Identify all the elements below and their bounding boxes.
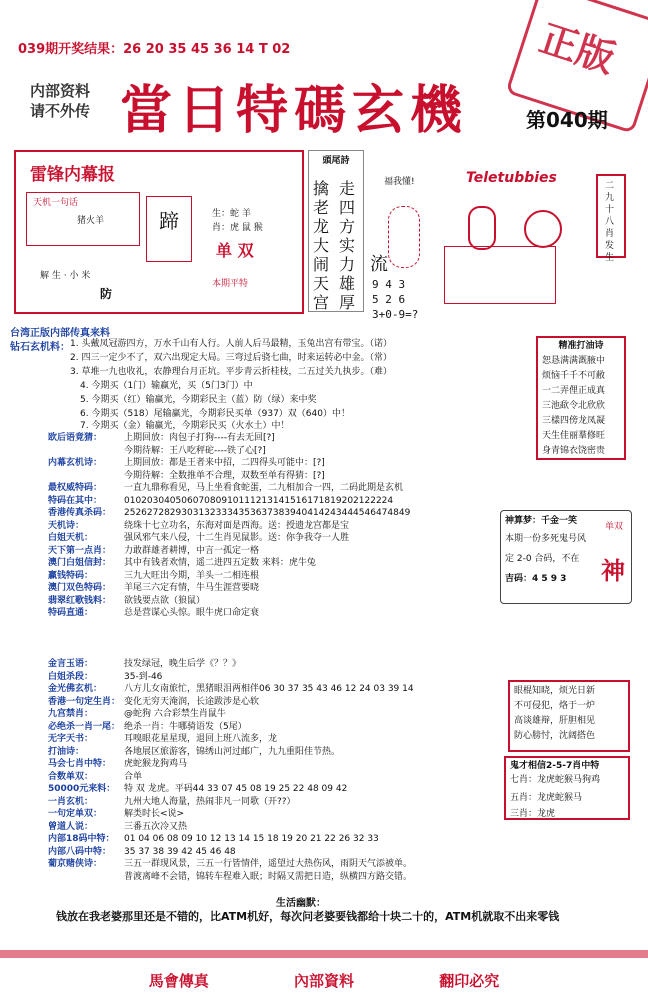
row-label: 香港一句定生肖：: [48, 696, 121, 707]
ghost-line-3: 三肖：龙虎: [510, 809, 556, 819]
labeled-row: [48, 733, 277, 745]
numbered-item: 7. 今期买（金）输赢光，今期彩民买（火水土）中！: [80, 421, 290, 431]
labeled-row: [48, 721, 247, 733]
draw-result: 039期开奖结果：26 20 35 45 36 14 T 02: [18, 42, 291, 57]
labeled-row: [48, 658, 241, 670]
row-text: 今期待解：王八吃秤砣----铁了心[?]: [124, 445, 266, 456]
numbered-item: 4. 今期买（1门）输赢光，买（5门3门）中: [80, 381, 253, 391]
poem-number-3: 3+0-9=?: [372, 308, 419, 321]
row-text: 羊尾三六定有情，牛马生涯营要晓: [124, 583, 260, 593]
god-char: 神: [601, 557, 625, 585]
row-text: 25262728293031323334353637383940414243444546474849: [124, 508, 411, 518]
labeled-row: [48, 833, 379, 845]
labeled-row: [48, 582, 259, 594]
labeled-row: [48, 607, 259, 619]
row-label: 最权威特码：: [48, 483, 103, 493]
ghost-line-1: 七肖：龙虎蛇猴马狗鸡: [510, 775, 601, 785]
odd-even-box: 单 双: [216, 241, 254, 260]
row-text: @蛇狗 六合彩禁生肖鼠牛: [124, 709, 226, 719]
oil-poem-lines: [538, 355, 624, 457]
teletubbies-logo: Teletubbies: [466, 170, 557, 186]
row-label: 特码在其中：: [48, 495, 103, 506]
row-text: 01 04 06 08 09 10 12 13 14 15 18 19 20 21 22 26 32 33: [124, 834, 379, 844]
labeled-row: [48, 520, 349, 532]
oil-poem-line: 恕恳满满溉腋中: [542, 356, 606, 366]
wisdom-box: [508, 680, 630, 752]
ghost-box: [504, 756, 630, 820]
leifeng-title: 雷锋内幕报: [30, 165, 115, 185]
numbered-item: 1. 头戴凤冠游四方，万水千山有人行。人前人后马最精，玉兔出宫有带宝。（诺）: [70, 339, 392, 349]
oil-poem-line: 身青锦衣饶密贵: [542, 446, 606, 456]
row-label: 50000元来料：: [48, 784, 116, 794]
row-label: 一句定单双：: [48, 809, 103, 819]
labeled-row: [48, 696, 259, 708]
saying-value: 猪火羊: [77, 216, 105, 226]
row-text: 各地展区旅游客，锦绣山河过邮广，九九重阳佳节热。: [124, 746, 341, 757]
issue-number: 第040期: [526, 108, 608, 132]
row-label: 澳门白姐信封：: [48, 558, 112, 568]
wisdom-line: 防心膀忖，沈阔搭色: [514, 731, 596, 741]
wisdom-line: 不可侵犯，烙于一炉: [514, 701, 596, 711]
numbered-item: 5. 今期买（红）输赢光，今期彩民主（蓝）防（绿）来中奖: [80, 395, 317, 405]
row-text: 普渡离峰不会错，锦转车程难入眠；时隔又需把日造，纵横四方路交错。: [124, 871, 413, 882]
side-note-1: 内部资料: [30, 82, 91, 100]
wisdom-line: 眼棍知晓，烦光日新: [514, 686, 596, 696]
row-text: 八方儿女南旅忙，黑猪眼泪两相伴06 30 37 35 43 46 12 24 03 39 14: [124, 684, 414, 694]
row-text: 解类时长<说>: [124, 809, 185, 819]
wisdom-line: 高谈雄辩，肝胆相见: [514, 716, 596, 726]
wisdom-lines: [510, 685, 628, 742]
row-label: 一肖玄机：: [48, 796, 94, 807]
bottom-guard: 防: [100, 287, 113, 301]
poem-title: 頭尾詩: [322, 156, 350, 166]
row-text: 合单: [124, 771, 143, 782]
row-text: 九州大地人海量，热闹非凡一同歌（开??）: [124, 796, 296, 807]
god-side: 单双: [604, 522, 623, 532]
oil-poem-line: 烦恼千千不可敝: [542, 371, 606, 381]
labeled-row: [48, 771, 142, 783]
row-label: 必绝杀一肖一尾：: [48, 721, 121, 732]
labeled-row: [48, 557, 316, 569]
row-label: 白姐杀段：: [48, 671, 94, 682]
flow-char: 流: [370, 254, 388, 275]
row-label: 无字天书：: [48, 734, 94, 744]
row-label: 内幕玄机诗：: [48, 458, 103, 468]
char-box: [146, 196, 192, 262]
labeled-row: [48, 808, 184, 820]
saying-label: 天机一句话: [33, 198, 79, 208]
labeled-row: [48, 871, 412, 883]
labeled-row: [48, 507, 410, 519]
row-text: 35-到-46: [124, 671, 163, 682]
page-title: 當日特碼玄機: [120, 80, 469, 141]
row-text: 三五一群现风景，三五一行皆情伴，遥望过大热伤风，雨阴天气添被单。: [124, 859, 413, 869]
poem-col-1: 擒老龙大闹天宫: [313, 179, 330, 312]
zodiac-line-2: 肖：虎 鼠 猴: [212, 223, 263, 233]
row-label: 赢钱特码：: [48, 570, 94, 581]
center-char: 蹄: [159, 209, 179, 233]
row-text: 三番五次冷又热: [124, 821, 188, 832]
labeled-row: [48, 846, 236, 858]
oil-poem-line: 一二弄俚正成真: [542, 386, 606, 396]
row-text: 35 37 38 39 42 45 46 48: [124, 846, 236, 857]
row-label: 天下第一点肖：: [48, 545, 112, 556]
footer-item: 馬會傳真: [148, 972, 209, 990]
row-text: 今期待解：全数推单不合理，双数至单有得猜：[?]: [124, 470, 325, 481]
saying-box: [26, 192, 140, 246]
row-text: 绕珠十七立功名，东海对面是西海。送：授遗龙宫都是宝: [124, 520, 350, 531]
teletubbies-panel: [364, 150, 588, 310]
labeled-row: [48, 746, 340, 758]
house-frame: [444, 246, 556, 304]
row-label: 内部八码中特：: [48, 846, 112, 857]
row-text: 虎蛇猴龙狗鸡马: [124, 759, 188, 769]
labeled-row: [48, 532, 349, 544]
poem-col-2: 走四方实力雄厚: [339, 179, 356, 312]
god-line-2: 本期一份多死鬼号风: [505, 534, 587, 544]
row-label: 欧后语竟猜：: [48, 433, 103, 443]
ghost-title: 鬼才相信2-5-7肖中特: [510, 761, 600, 771]
footer-divider: [0, 950, 648, 958]
bottom-right-text: 本期平特: [212, 279, 249, 289]
row-label: 葡京赌侠诗：: [48, 859, 103, 869]
row-label: 香港传真杀码：: [48, 508, 112, 518]
labeled-row: [48, 545, 259, 557]
section-head-2: 钻石玄机料：: [10, 342, 70, 353]
teletubby-figure: [468, 206, 496, 250]
footer-item: 翻印必究: [439, 972, 500, 990]
labeled-row: [48, 432, 275, 444]
labeled-row: [48, 858, 412, 870]
oil-poem-line: 三樣四傍龙凤凝: [542, 416, 606, 426]
row-label: 金言玉语：: [48, 659, 94, 669]
row-text: 力敢群雄者耕博，中言一孤定一格: [124, 545, 260, 556]
row-text: 强风邪气来八侵，十二生肖见鼠影。送：你争我夺一人胜: [124, 533, 350, 543]
labeled-row: [48, 445, 266, 457]
labeled-row: [48, 708, 226, 720]
god-line-4: 吉码：4 5 9 3: [505, 574, 567, 584]
vertical-tag-text: 二九十八肖发生: [605, 181, 615, 263]
labeled-row: [48, 595, 205, 607]
labeled-row: [48, 470, 325, 482]
ghost-line-2: 五肖：龙虎蛇猴马: [510, 793, 583, 803]
poem-number-2: 5 2 6: [372, 293, 406, 306]
labeled-row: [48, 796, 296, 808]
section-head-1: 台湾正版内部传真来料: [10, 328, 110, 339]
labeled-row: [48, 495, 393, 507]
poem-box: [308, 150, 364, 312]
oil-poem-line: 天生佳丽羣修旺: [542, 431, 606, 441]
row-text: 三九大旺出今期，羊头一二相连根: [124, 570, 260, 581]
footer-item: 內部資料: [293, 972, 354, 990]
sun-figure: [524, 210, 562, 248]
life-tip-text: 钱放在我老婆那里还是不错的，比ATM机好，每次问老婆要钱都给十块二十的，ATM机就取不出来零钱: [56, 910, 560, 923]
zodiac-line-1: 生：蛇 羊: [212, 209, 251, 219]
footer: [0, 970, 648, 991]
row-label: 曾道人说：: [48, 821, 94, 832]
poem-number-1: 9 4 3: [372, 278, 406, 291]
row-text: 变化无穷天淹润，长途跋涉是心软: [124, 696, 260, 707]
god-line-3: 定 2-0 合码，不在: [505, 554, 580, 564]
row-label: 马会七肖中特：: [48, 759, 112, 769]
labeled-row: [48, 683, 414, 695]
oil-poem-box: [536, 336, 626, 460]
labeled-row: [48, 482, 403, 494]
numbered-item: 6. 今期买（518）尾输赢光，今期彩民买单（937）双（640）中！: [80, 409, 350, 419]
row-text: 其中有钱者欢情，遥二进四五定数 来料：虎牛兔: [124, 558, 316, 568]
leifeng-panel: [14, 150, 304, 314]
oil-poem-title: 精准打油诗: [558, 341, 604, 351]
row-text: 绝杀一肖：牛哪骑语发（5尾）: [124, 721, 247, 732]
god-box: [500, 510, 632, 604]
row-text: 耳嗅眼花星星现，退回上班八流多，龙: [124, 734, 278, 744]
row-text: 欲钱要点欲（狼鼠）: [124, 595, 206, 606]
row-label: 翡翠红歌钱料：: [48, 595, 112, 606]
labeled-row: [48, 570, 259, 582]
side-note-2: 请不外传: [30, 102, 91, 120]
life-tip-title: 生活幽默：: [276, 898, 326, 909]
row-text: 技发绿冠，晚生后学《？？》: [124, 659, 242, 669]
row-label: 金光佛玄机：: [48, 684, 103, 694]
row-label: 天机诗：: [48, 520, 85, 531]
oil-poem-line: 三池歃令北欣欣: [542, 401, 606, 411]
row-label: 打油诗：: [48, 746, 85, 757]
numbered-item: 3. 草堆一九也收礼，农静理台月正坑。平步青云折桂枝，二五过关九执步。（难）: [70, 367, 392, 377]
row-text: 特 双 龙虎。平码44 33 07 45 08 19 25 22 48 09 42: [124, 784, 348, 794]
row-text: 上期回放：肉包子打狗----有去无回[?]: [124, 433, 275, 443]
row-label: 白姐天机：: [48, 533, 94, 543]
labeled-row: [48, 671, 162, 683]
row-label: 特码直通：: [48, 608, 94, 618]
numbered-item: 2. 四三一定少不了，双六出现定大局。三弯过后骁七曲，时来运转必中金。（常）: [70, 353, 392, 363]
row-label: 九宫禁肖：: [48, 709, 94, 719]
row-label: 内部18码中特：: [48, 834, 115, 844]
stamp-text: 正版: [534, 15, 621, 82]
row-text: 总是营谋心头惊。眼牛虎口命定衰: [124, 608, 260, 618]
labeled-row: [48, 457, 325, 469]
labeled-row: [48, 821, 187, 833]
row-text: 上期回放：都是王者来中招，二四得头可能中：[?]: [124, 458, 325, 468]
labeled-row: [48, 783, 347, 795]
row-text: 一直九鼎称看见，马上坐看食蛇蛋，二九相加合一四，二码此期是玄机: [124, 483, 404, 493]
teletubbies-caption: 福我懂!: [384, 177, 415, 187]
god-line-1: 神算梦：千金一笑: [505, 516, 578, 526]
tree-figure: [388, 206, 420, 268]
row-label: 澳门双色特码：: [48, 583, 112, 593]
row-text: 01020304050607080910111213141516171819202122224: [124, 495, 394, 506]
vertical-tag: [596, 174, 626, 263]
row-label: 合数单双：: [48, 771, 94, 782]
labeled-row: [48, 758, 187, 770]
bottom-left-text: 解 生 · 小 米: [40, 271, 91, 281]
